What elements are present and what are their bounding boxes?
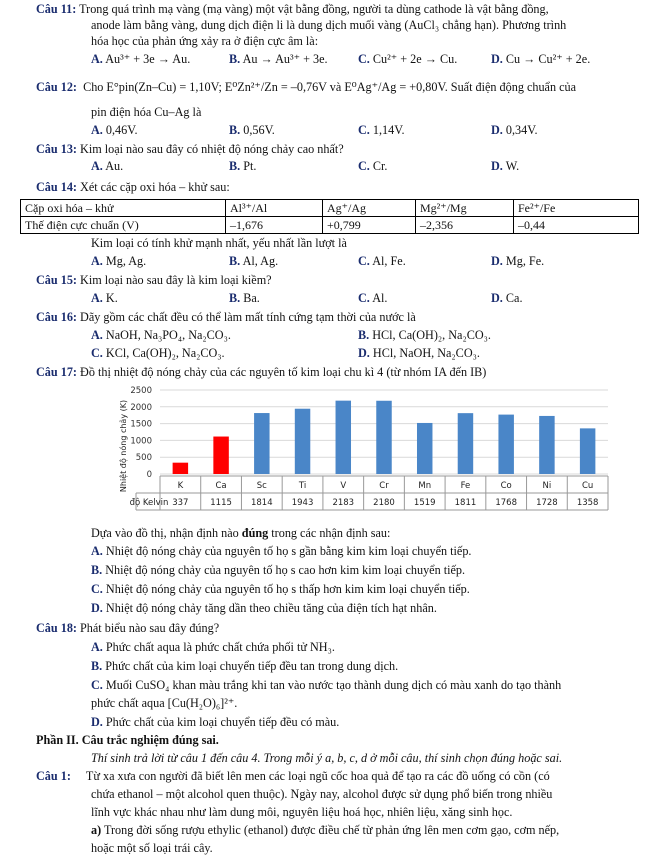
- part2-q1-line1: [36, 769, 550, 784]
- y-tick-label: 2000: [130, 402, 152, 413]
- data-label: 1811: [454, 498, 477, 508]
- redox-table-pair: Fe²⁺/Fe: [514, 200, 639, 217]
- q12-option-d[interactable]: D. 0,34V.: [491, 123, 538, 137]
- redox-table-value: –0,44: [514, 217, 639, 234]
- q12-option-b[interactable]: B. 0,56V.: [229, 123, 275, 137]
- q17-option-c-text: Nhiệt độ nóng chảy của nguyên tố họ s thấp hơn kim kim loại chuyển tiếp.: [105, 582, 470, 596]
- data-label: 1768: [495, 498, 518, 508]
- q18-option-a[interactable]: A. Phức chất aqua là phức chất chứa phối tử NH₃.: [91, 640, 335, 654]
- q11-line3: hóa học của phản ứng xảy ra ở điện cực âm là:: [91, 34, 319, 48]
- bar-fe: [458, 413, 473, 474]
- q15-option-c-text: Al.: [372, 291, 388, 305]
- table-row-label: độ Kelvin: [129, 498, 169, 508]
- part2-instructions: Thí sinh trả lời từ câu 1 đến câu 4. Trong mỗi ý a, b, c, d ở mỗi câu, thí sinh chọn đúng hoặc sai.: [91, 751, 563, 765]
- q16-option-c[interactable]: C. KCl, Ca(OH)₂, Na₂CO₃.: [91, 346, 225, 360]
- x-category-label: Co: [500, 481, 512, 491]
- part2-q1-item-a-line2: hoặc một số loại trái cây.: [91, 841, 213, 855]
- q16-option-c-text: KCl, Ca(OH)₂, Na₂CO₃.: [105, 346, 225, 360]
- q11-option-b[interactable]: B. Au → Au³⁺ + 3e.: [229, 52, 328, 66]
- y-tick-label: 0: [146, 470, 152, 480]
- q17-text: Đồ thị nhiệt độ nóng chảy của các nguyên tố kim loại chu kì 4 (từ nhóm IA đến IB): [80, 365, 487, 379]
- q17-number: Câu 17:: [36, 365, 77, 379]
- bar-cr: [376, 401, 391, 474]
- q11-line1: [36, 2, 549, 17]
- bar-sc: [254, 413, 269, 474]
- q13-option-b[interactable]: B. Pt.: [229, 159, 257, 173]
- q16-option-b-text: HCl, Ca(OH)₂, Na₂CO₃.: [372, 328, 491, 342]
- data-label: 1728: [536, 498, 558, 508]
- q12-option-a-text: 0,46V.: [105, 123, 138, 137]
- q15-option-d-text: Ca.: [505, 291, 523, 305]
- q18-option-b-text: Phức chất của kim loại chuyển tiếp đều tan trong dung dịch.: [105, 659, 399, 673]
- q16-option-d-text: HCl, NaOH, Na₂CO₃.: [372, 346, 480, 360]
- part2-q1-item-a[interactable]: [91, 823, 559, 838]
- x-category-label: Cr: [379, 481, 389, 491]
- q17-option-b-text: Nhiệt độ nóng chảy của nguyên tố họ s cao hơn kim kim loại chuyển tiếp.: [105, 563, 466, 577]
- q11-line2: anode làm bằng vàng, dung dịch điện li là dung dịch muối vàng (AuCl₃ chẳng hạn). Phương trình: [91, 18, 567, 32]
- x-category-label: Ti: [298, 481, 307, 491]
- q12-line1: [36, 80, 576, 95]
- q11-option-a[interactable]: A. Au³⁺ + 3e → Au.: [91, 52, 191, 66]
- q15-line1: [36, 273, 272, 288]
- y-tick-label: 2500: [130, 386, 152, 396]
- x-category-label: V: [340, 481, 347, 491]
- bar-cu: [580, 428, 595, 474]
- q14-line2: Kim loại có tính khử mạnh nhất, yếu nhất lần lượt là: [91, 236, 347, 250]
- q17-prompt-end: trong các nhận định sau:: [271, 526, 391, 540]
- q15-number: Câu 15:: [36, 273, 77, 287]
- q18-option-c-text: Muối CuSO₄ khan màu trắng khi tan vào nước tạo thành dung dịch có màu xanh do tạo thành: [105, 678, 562, 692]
- redox-table-pair: Ag⁺/Ag: [323, 200, 416, 217]
- q14-number: Câu 14:: [36, 180, 77, 194]
- bar-v: [336, 401, 351, 474]
- q15-option-c[interactable]: C. Al.: [358, 291, 388, 305]
- part2-q1-item-a-text: Trong đời sống rượu ethylic (ethanol) được điều chế từ phản ứng lên men cơm gạo, cơm nếp,: [103, 823, 560, 837]
- q11-option-d[interactable]: D. Cu → Cu²⁺ + 2e.: [491, 52, 591, 66]
- redox-table-row-pairs: [21, 200, 639, 217]
- bar-k: [173, 463, 188, 474]
- q14-option-b-text: Al, Ag.: [242, 254, 279, 268]
- q11-number: Câu 11:: [36, 2, 77, 16]
- q16-option-a-text: NaOH, Na₃PO₄, Na₂CO₃.: [105, 328, 231, 342]
- chart-y-axis-label: Nhiệt độ nóng chảy (K): [119, 399, 128, 493]
- q17-option-d[interactable]: D. Nhiệt độ nóng chảy tăng dần theo chiều tăng của điện tích hạt nhân.: [91, 601, 437, 615]
- q15-option-a-text: K.: [105, 291, 118, 305]
- q18-option-a-text: Phức chất aqua là phức chất chứa phối tử NH₃.: [105, 640, 335, 654]
- redox-table-row-header: Thế điện cực chuẩn (V): [21, 217, 226, 234]
- q12-option-c[interactable]: C. 1,14V.: [358, 123, 405, 137]
- x-category-label: Sc: [256, 481, 267, 491]
- q11-option-c[interactable]: C. Cu²⁺ + 2e → Cu.: [358, 52, 458, 66]
- q16-number: Câu 16:: [36, 310, 77, 324]
- q12-option-d-text: 0,34V.: [505, 123, 538, 137]
- q15-option-d[interactable]: D. Ca.: [491, 291, 523, 305]
- redox-table: [20, 199, 639, 234]
- part2-q1-line3: lĩnh vực khác nhau như làm dung môi, nguyên liệu hoá học, nhiên liệu, xăng sinh học.: [91, 805, 513, 819]
- part2-q1-line2: chứa ethanol – một alcohol quen thuộc). Ngày nay, alcohol được sử dụng phổ biến trong nhiều: [91, 787, 553, 801]
- q13-text: Kim loại nào sau đây có nhiệt độ nóng chảy cao nhất?: [80, 142, 344, 156]
- redox-table-value: +0,799: [323, 217, 416, 234]
- q12-line2: pin điện hóa Cu–Ag là: [91, 105, 202, 119]
- q16-text: Dãy gồm các chất đều có thể làm mất tính cứng tạm thời của nước là: [80, 310, 416, 324]
- melting-point-chart: [96, 382, 616, 520]
- q12-option-b-text: 0,56V.: [243, 123, 275, 137]
- q18-option-b[interactable]: B. Phức chất của kim loại chuyển tiếp đều tan trong dung dịch.: [91, 659, 399, 673]
- bar-ti: [295, 409, 310, 474]
- q12-text: Cho E°pin(Zn–Cu) = 1,10V; E⁰Zn²⁺/Zn = –0,76V và E⁰Ag⁺/Ag = +0,80V. Suất điện động chuẩn của: [83, 80, 577, 94]
- q11-text: Trong quá trình mạ vàng (mạ vàng) một vật bằng đồng, người ta dùng cathode là vật bằng đồng,: [79, 2, 549, 16]
- q14-option-c-text: Al, Fe.: [372, 254, 406, 268]
- q17-option-a[interactable]: A. Nhiệt độ nóng chảy của nguyên tố họ s gần bằng kim kim loại chuyển tiếp.: [91, 544, 472, 558]
- data-label: 2180: [373, 498, 395, 508]
- q11-option-c-text: Cu²⁺ + 2e → Cu.: [372, 52, 458, 66]
- bar-ca: [213, 437, 228, 474]
- q14-text: Xét các cặp oxi hóa – khử sau:: [80, 180, 230, 194]
- bar-co: [498, 415, 513, 474]
- q13-line1: [36, 142, 344, 157]
- q18-number: Câu 18:: [36, 621, 77, 635]
- q15-option-b-text: Ba.: [243, 291, 260, 305]
- bar-ni: [539, 416, 554, 474]
- part2-title: Phần II. Câu trắc nghiệm đúng sai.: [36, 733, 219, 747]
- q13-option-b-text: Pt.: [243, 159, 257, 173]
- q14-line1: [36, 180, 230, 195]
- q18-option-d-text: Phức chất của kim loại chuyển tiếp đều có màu.: [105, 715, 340, 729]
- q18-option-c-line2: phức chất aqua [Cu(H₂O)₆]²⁺.: [91, 696, 238, 710]
- bar-mn: [417, 423, 432, 474]
- q18-option-d[interactable]: D. Phức chất của kim loại chuyển tiếp đều có màu.: [91, 715, 340, 729]
- part2-q1-text: Từ xa xưa con người đã biết lên men các loại ngũ cốc hoa quả để tạo ra các đồ uống có cồn (có: [85, 769, 550, 783]
- q17-line2: [91, 526, 390, 541]
- q14-option-d[interactable]: D. Mg, Fe.: [491, 254, 545, 268]
- q14-option-c[interactable]: C. Al, Fe.: [358, 254, 406, 268]
- q17-prompt-emphasis: đúng: [241, 526, 269, 540]
- q18-option-c[interactable]: C. Muối CuSO₄ khan màu trắng khi tan vào nước tạo thành dung dịch có màu xanh do tạo thành: [91, 678, 562, 692]
- data-label: 1115: [210, 498, 232, 508]
- q12-number: Câu 12:: [36, 80, 77, 94]
- redox-table-value: –2,356: [416, 217, 514, 234]
- redox-table-pair: Al³⁺/Al: [226, 200, 323, 217]
- q13-option-a-text: Au.: [105, 159, 124, 173]
- redox-table-header: Cặp oxi hóa – khử: [21, 200, 226, 217]
- q16-option-b[interactable]: B. HCl, Ca(OH)₂, Na₂CO₃.: [358, 328, 491, 342]
- redox-table-value: –1,676: [226, 217, 323, 234]
- data-label: 1358: [576, 498, 599, 508]
- data-label: 1814: [250, 498, 273, 508]
- data-label: 1943: [291, 498, 314, 508]
- q13-option-c[interactable]: C. Cr.: [358, 159, 388, 173]
- y-tick-label: 500: [135, 453, 152, 464]
- q17-option-b[interactable]: B. Nhiệt độ nóng chảy của nguyên tố họ s cao hơn kim kim loại chuyển tiếp.: [91, 563, 466, 577]
- q12-option-a[interactable]: A. 0,46V.: [91, 123, 138, 137]
- data-label: 2183: [332, 498, 355, 508]
- x-category-label: Mn: [418, 481, 432, 491]
- q14-option-a[interactable]: A. Mg, Ag.: [91, 254, 147, 268]
- q11-option-d-text: Cu → Cu²⁺ + 2e.: [505, 52, 591, 66]
- q17-option-d-text: Nhiệt độ nóng chảy tăng dần theo chiều tăng của điện tích hạt nhân.: [105, 601, 437, 615]
- x-category-label: Fe: [460, 481, 471, 491]
- redox-table-pair: Mg²⁺/Mg: [416, 200, 514, 217]
- q11-option-b-text: Au → Au³⁺ + 3e.: [242, 52, 328, 66]
- q16-option-d[interactable]: D. HCl, NaOH, Na₂CO₃.: [358, 346, 480, 360]
- q17-line1: [36, 365, 486, 380]
- x-category-label: Cu: [581, 481, 594, 491]
- redox-table-row-values: [21, 217, 639, 234]
- part2-q1-item-a-label: a): [91, 823, 102, 837]
- q16-line1: [36, 310, 416, 325]
- q16-option-a[interactable]: A. NaOH, Na₃PO₄, Na₂CO₃.: [91, 328, 231, 342]
- q13-option-a[interactable]: A. Au.: [91, 159, 124, 173]
- q13-number: Câu 13:: [36, 142, 77, 156]
- data-label: 1519: [413, 498, 436, 508]
- q17-prompt: Dựa vào đồ thị, nhận định nào: [91, 526, 239, 540]
- q14-option-b[interactable]: B. Al, Ag.: [229, 254, 279, 268]
- q14-option-d-text: Mg, Fe.: [505, 254, 545, 268]
- part2-q1-number: Câu 1:: [36, 769, 71, 783]
- q18-line1: [36, 621, 219, 636]
- q13-option-d-text: W.: [505, 159, 520, 173]
- q15-text: Kim loại nào sau đây là kim loại kiềm?: [80, 273, 272, 287]
- q17-option-c[interactable]: C. Nhiệt độ nóng chảy của nguyên tố họ s thấp hơn kim kim loại chuyển tiếp.: [91, 582, 470, 596]
- x-category-label: K: [177, 481, 184, 491]
- x-category-label: Ca: [215, 481, 227, 491]
- q17-option-a-text: Nhiệt độ nóng chảy của nguyên tố họ s gần bằng kim kim loại chuyển tiếp.: [105, 544, 472, 558]
- q13-option-c-text: Cr.: [372, 159, 388, 173]
- y-tick-label: 1500: [130, 419, 152, 430]
- x-category-label: Ni: [542, 481, 552, 491]
- q14-option-a-text: Mg, Ag.: [105, 254, 147, 268]
- data-label: 337: [172, 498, 189, 508]
- q15-option-a[interactable]: A. K.: [91, 291, 118, 305]
- q11-option-a-text: Au³⁺ + 3e → Au.: [105, 52, 191, 66]
- q18-text: Phát biểu nào sau đây đúng?: [80, 621, 220, 635]
- q13-option-d[interactable]: D. W.: [491, 159, 520, 173]
- q15-option-b[interactable]: B. Ba.: [229, 291, 260, 305]
- y-tick-label: 1000: [130, 436, 152, 447]
- q12-option-c-text: 1,14V.: [372, 123, 405, 137]
